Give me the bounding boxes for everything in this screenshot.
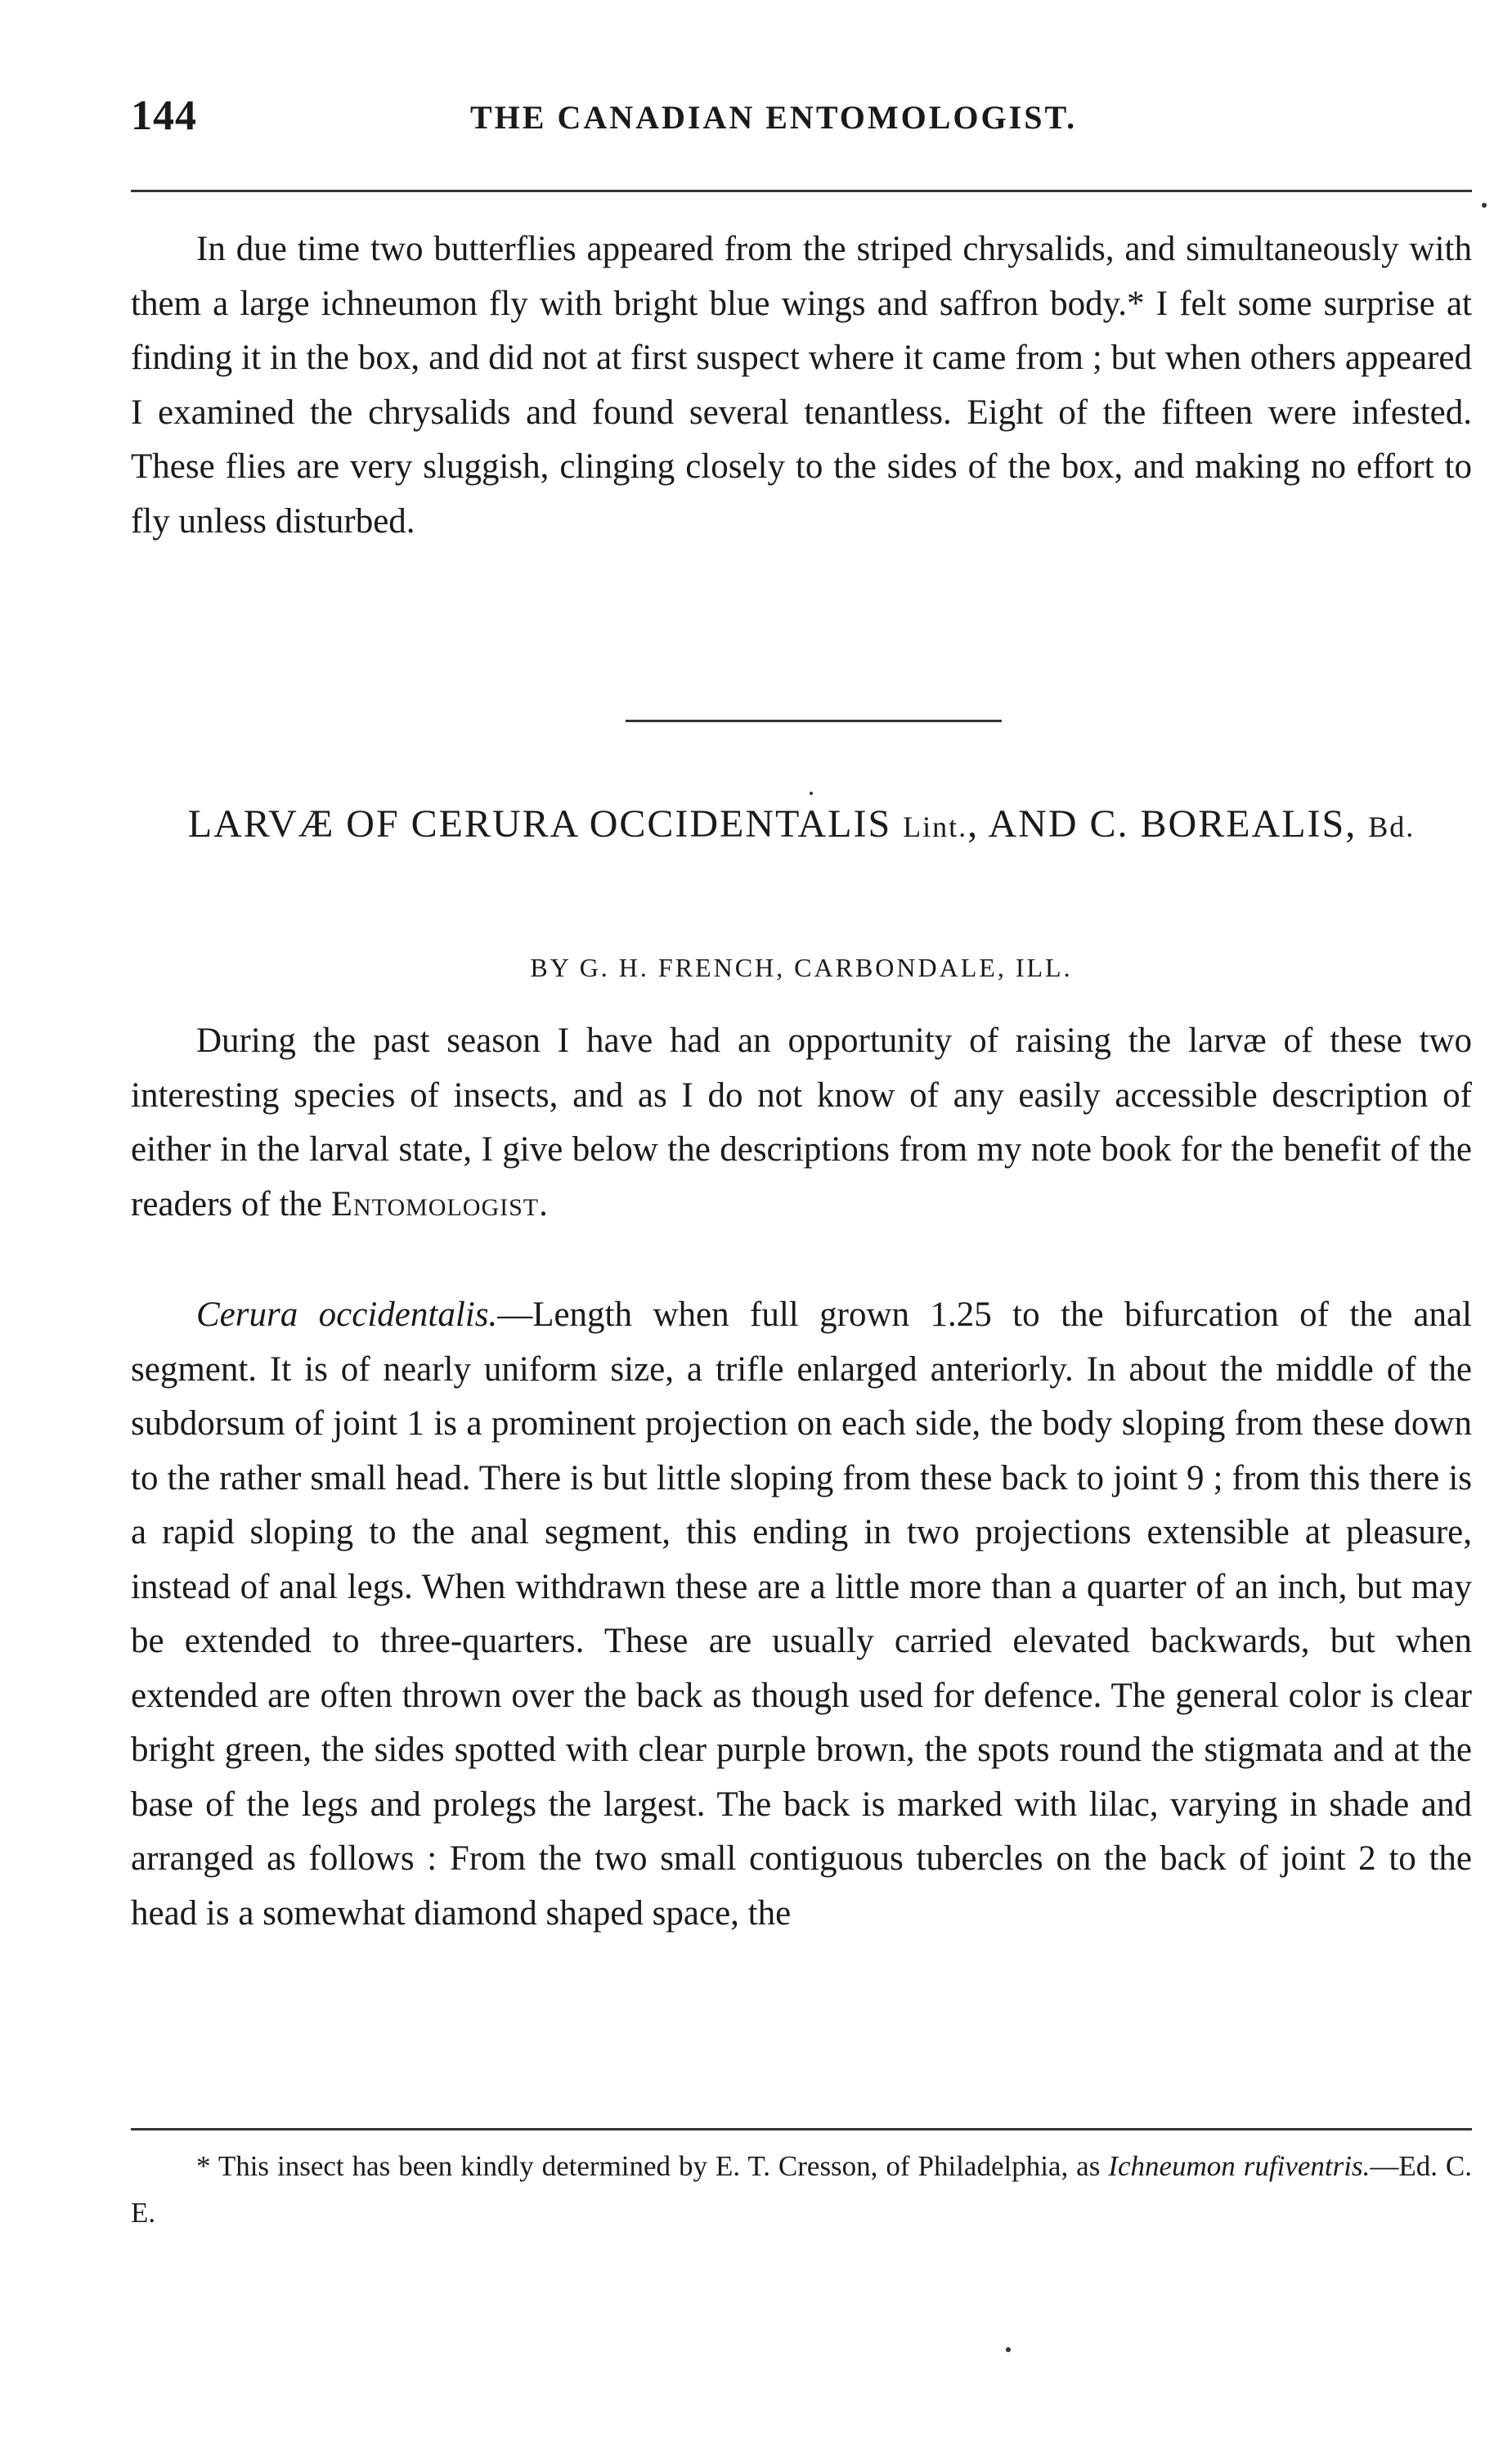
print-speck	[810, 792, 813, 795]
paragraph-cerura-description	[131, 1288, 1472, 1941]
section-divider	[626, 720, 1002, 722]
print-speck	[1006, 2347, 1011, 2352]
page-header	[131, 92, 1464, 149]
title-main: LARVÆ OF CERURA OCCIDENTALIS	[187, 802, 892, 846]
footnote	[131, 2143, 1472, 2236]
footnote-species: Ichneumon rufiventris.	[1108, 2150, 1371, 2182]
footnote-rule	[131, 2128, 1472, 2130]
byline: BY G. H. FRENCH, CARBONDALE, ILL.	[530, 953, 1073, 982]
print-speck	[1482, 203, 1487, 208]
species-name: Cerura occidentalis.	[196, 1295, 498, 1334]
page-number: 144	[131, 92, 197, 139]
description-text: —Length when full grown 1.25 to the bifurcation of the anal segment. It is of nearly uniform size, a trifle enlarged anteriorly. In about the middle of the subdorsum of joint 1 is a prominent projection on each side, the body sloping from these down to the rather small head. There is but little sloping from these back to joint 9 ; from this there is a rapid sloping to the anal segment, this ending in two projections extensible at pleasure, instead of anal legs. When withdrawn these are a little more than a quarter of an inch, but may be extended to three-quarters. These are usually carried elevated backwards, but when extended are often thrown over the back as though used for defence. The general color is clear bright green, the sides spotted with clear purple brown, the spots round the stigmata and at the base of the legs and prolegs the largest. The back is marked with lilac, varying in shade and arranged as follows : From the two small contiguous tubercles on the back of joint 2 to the head is a somewhat diamond shaped space, the	[131, 1295, 1472, 1933]
intro-text: During the past season I have had an opportunity of raising the larvæ of these two interesting species of insects, and as I do not know of any easily accessible description of either in the larval state, I give below the descriptions from my note book for the benefit of the readers of the	[131, 1021, 1472, 1224]
footnote-text: * This insect has been kindly determined by E. T. Cresson, of Philadelphia, as	[196, 2150, 1101, 2182]
title-author-abbr-2: Bd.	[1368, 810, 1416, 843]
running-title: THE CANADIAN ENTOMOLOGIST.	[470, 99, 1078, 136]
paragraph-introduction	[131, 1014, 1472, 1232]
article-title	[131, 797, 1472, 854]
title-mid: , AND C. BOREALIS,	[967, 802, 1357, 846]
footnote-attribution: —Ed. C. E.	[131, 2150, 1473, 2229]
paragraph-ichneumon: In due time two butterflies appeared from the striped chrysalids, and simultaneously with them a large ichneumon fly with bright blue wings and saffron body.* I felt some surprise at finding it in the box, and did not at first suspect where it came from ; but when others appeared I examined the chrysalids and found several tenantless. Eight of the fifteen were infested. These flies are very sluggish, clinging closely to the sides of the box, and making no effort to fly unless disturbed.	[131, 230, 1472, 541]
header-rule	[131, 190, 1472, 192]
title-author-abbr-1: Lint.	[903, 810, 968, 843]
journal-name: Entomologist.	[330, 1184, 549, 1224]
